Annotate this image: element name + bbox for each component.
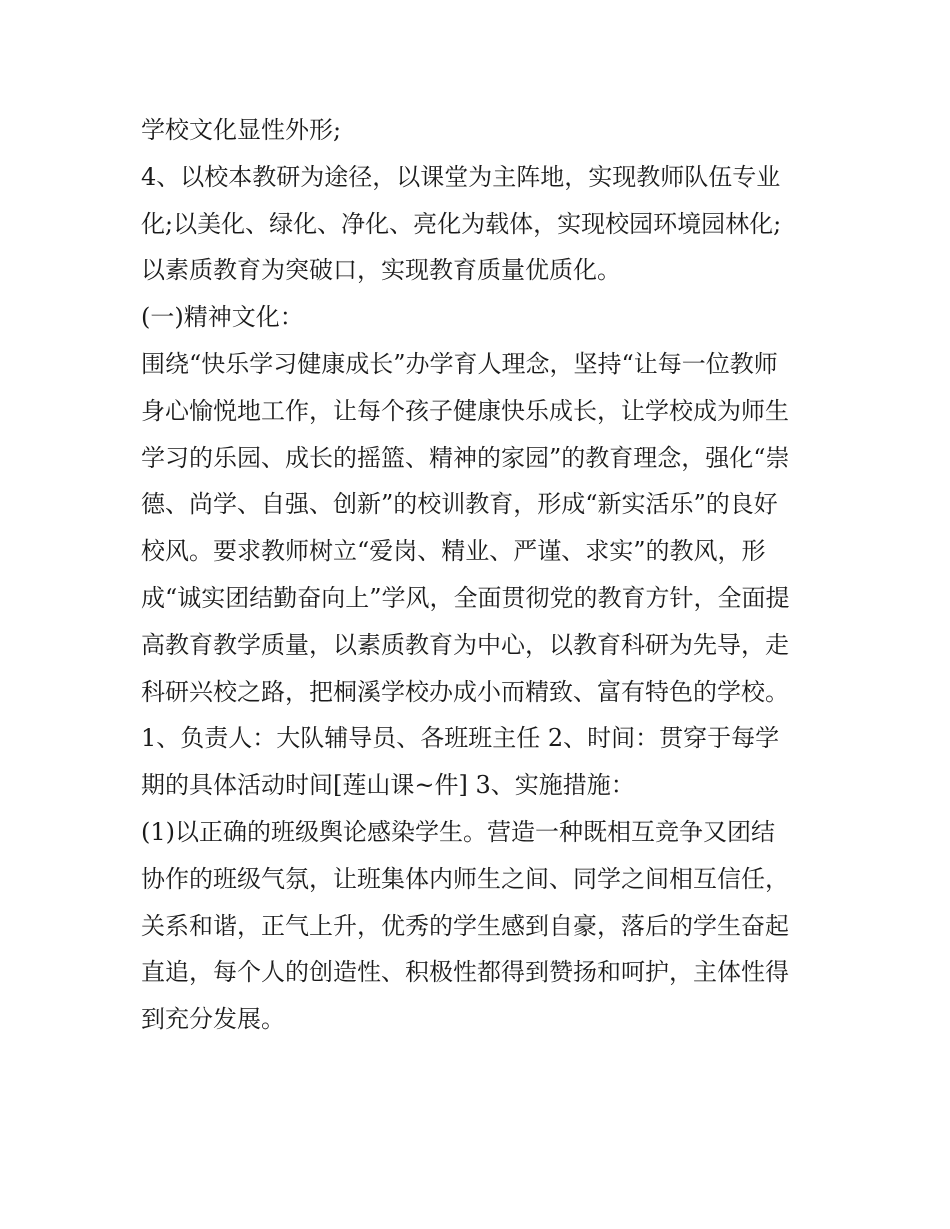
text-line: 成“诚实团结勤奋向上”学风，全面贯彻党的教育方针，全面提: [141, 583, 790, 612]
text-line: 高教育教学质量，以素质教育为中心，以教育科研为先导，走: [141, 630, 789, 659]
text-line: 协作的班级气氛，让班集体内师生之间、同学之间相互信任，: [141, 864, 789, 893]
text-line: 校风。要求教师树立“爱岗、精业、严谨、求实”的教风，形: [141, 537, 766, 566]
text-line: 围绕“快乐学习健康成长”办学育人理念，坚持“让每一位教师: [141, 349, 778, 378]
text-line: 科研兴校之路，把桐溪学校办成小而精致、富有特色的学校。: [141, 677, 789, 706]
text-line: 学习的乐园、成长的摇篮、精神的家园”的教育理念，强化“崇: [141, 443, 790, 472]
text-line: 以素质教育为突破口，实现教育质量优质化。: [141, 256, 621, 285]
text-line: 身心愉悦地工作，让每个孩子健康快乐成长，让学校成为师生: [141, 396, 789, 425]
text-line: (1)以正确的班级舆论感染学生。营造一种既相互竞争又团结: [141, 817, 775, 846]
text-line: 期的具体活动时间[莲山课~件] 3、实施措施：: [141, 771, 635, 800]
text-line: 4、以校本教研为途径，以课堂为主阵地，实现教师队伍专业: [141, 162, 781, 191]
text-line: 到充分发展。: [141, 1005, 285, 1034]
text-line: 德、尚学、自强、创新”的校训教育，形成“新实活乐”的良好: [141, 490, 778, 519]
text-line: 直追，每个人的创造性、积极性都得到赞扬和呵护，主体性得: [141, 958, 789, 987]
text-line: 学校文化显性外形;: [141, 116, 342, 144]
section-heading: (一)精神文化：: [141, 303, 304, 332]
document-body: [141, 107, 821, 1043]
text-line: 化;以美化、绿化、净化、亮化为载体，实现校园环境园林化;: [141, 209, 782, 238]
text-line: 关系和谐，正气上升，优秀的学生感到自豪，落后的学生奋起: [141, 911, 789, 940]
text-line: 1、负责人：大队辅导员、各班班主任 2、时间：贯穿于每学: [141, 724, 780, 753]
